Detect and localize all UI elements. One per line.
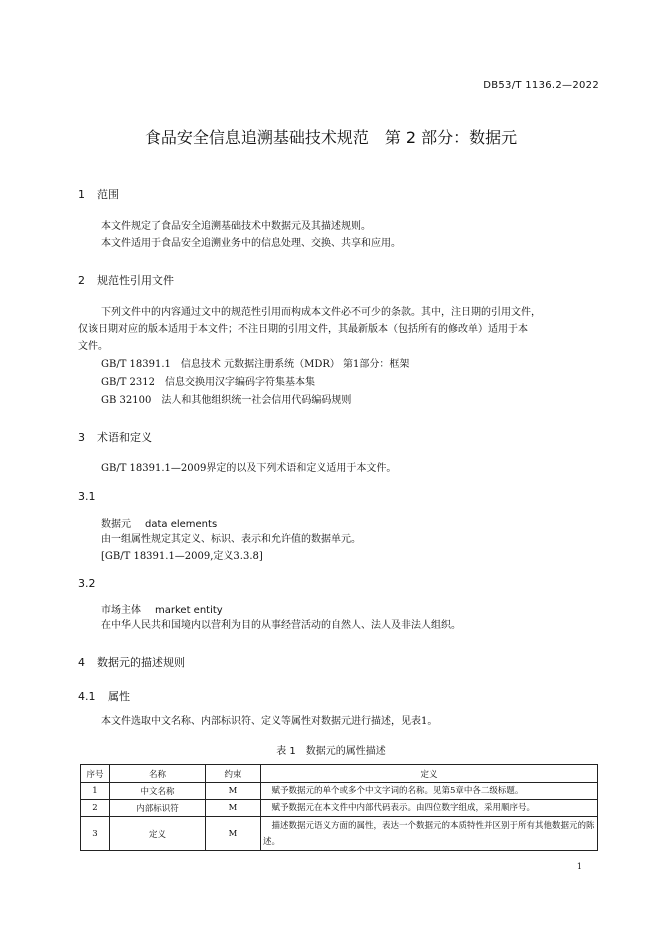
paragraph: 本文件选取中文名称、内部标识符、定义等属性对数据元进行描述，见表1。 xyxy=(101,716,438,727)
table-cell: 赋予数据元在本文件中内部代码表示。由四位数字组成，采用顺序号。 xyxy=(261,800,598,817)
section-number: 2 xyxy=(78,274,85,287)
reference-item: GB/T 18391.1 信息技术 元数据注册系统（MDR） 第1部分：框架 xyxy=(101,359,410,370)
column-header: 定义 xyxy=(261,765,598,783)
attribute-table xyxy=(80,764,598,851)
column-header: 约束 xyxy=(206,765,261,783)
term-heading xyxy=(101,515,217,530)
table-cell: 中文名称 xyxy=(110,783,206,800)
term-definition: 在中华人民共和国境内以营利为目的从事经营活动的自然人、法人及非法人组织。 xyxy=(101,620,461,631)
page-number: 1 xyxy=(576,862,582,871)
table-cell: M xyxy=(206,783,261,800)
paragraph: 仅该日期对应的版本适用于本文件；不注日期的引用文件，其最新版本（包括所有的修改单）适用于本 xyxy=(78,324,528,335)
table-cell: M xyxy=(206,817,261,851)
subsection-4-1-heading xyxy=(78,688,130,704)
table-row xyxy=(81,800,598,817)
subsection-title: 属性 xyxy=(108,690,130,703)
section-title: 规范性引用文件 xyxy=(97,274,174,287)
paragraph: 本文件规定了食品安全追溯基础技术中数据元及其描述规则。 xyxy=(101,221,371,232)
table-cell: 内部标识符 xyxy=(110,800,206,817)
section-number: 3 xyxy=(78,431,85,444)
term-number: 3.1 xyxy=(78,490,96,503)
section-number: 4 xyxy=(78,656,85,669)
term-source: [GB/T 18391.1—2009,定义3.3.8] xyxy=(101,551,263,562)
table-cell: 2 xyxy=(81,800,110,817)
table-caption: 表 1 数据元的属性描述 xyxy=(276,746,386,757)
column-header: 序号 xyxy=(81,765,110,783)
table-cell: M xyxy=(206,800,261,817)
table-cell: 3 xyxy=(81,817,110,851)
reference-item: GB/T 2312 信息交换用汉字编码字符集基本集 xyxy=(101,377,316,388)
table-header-row xyxy=(81,765,598,783)
section-1-heading xyxy=(78,186,119,202)
section-4-heading xyxy=(78,654,185,670)
table-cell: 赋予数据元的单个或多个中文字词的名称。见第5章中各二级标题。 xyxy=(261,783,598,800)
document-code: DB53/T 1136.2—2022 xyxy=(483,80,599,91)
section-2-heading xyxy=(78,272,174,288)
paragraph: GB/T 18391.1—2009界定的以及下列术语和定义适用于本文件。 xyxy=(101,463,397,474)
term-english: data elements xyxy=(145,519,218,530)
table-row xyxy=(81,817,598,851)
paragraph: 下列文件中的内容通过文中的规范性引用而构成本文件必不可少的条款。其中，注日期的引用文件， xyxy=(101,307,541,318)
term-chinese: 市场主体 xyxy=(101,605,141,616)
term-number: 3.2 xyxy=(78,577,96,590)
paragraph: 文件。 xyxy=(78,341,108,352)
section-title: 范围 xyxy=(97,188,119,201)
subsection-number: 4.1 xyxy=(78,690,96,703)
section-3-heading xyxy=(78,429,152,445)
section-title: 数据元的描述规则 xyxy=(97,656,185,669)
table-cell: 描述数据元语义方面的属性，表达一个数据元的本质特性并区别于所有其他数据元的陈述。 xyxy=(261,817,598,851)
term-english: market entity xyxy=(155,605,223,616)
document-title: 食品安全信息追溯基础技术规范 第 2 部分：数据元 xyxy=(144,128,518,147)
paragraph: 本文件适用于食品安全追溯业务中的信息处理、交换、共享和应用。 xyxy=(101,238,401,249)
section-title: 术语和定义 xyxy=(97,431,152,444)
table-cell: 定义 xyxy=(110,817,206,851)
column-header: 名称 xyxy=(110,765,206,783)
table-row xyxy=(81,783,598,800)
term-heading xyxy=(101,601,223,616)
table-cell: 1 xyxy=(81,783,110,800)
reference-item: GB 32100 法人和其他组织统一社会信用代码编码规则 xyxy=(101,395,352,406)
term-chinese: 数据元 xyxy=(101,519,131,530)
section-number: 1 xyxy=(78,188,85,201)
term-definition: 由一组属性规定其定义、标识、表示和允许值的数据单元。 xyxy=(101,534,361,545)
